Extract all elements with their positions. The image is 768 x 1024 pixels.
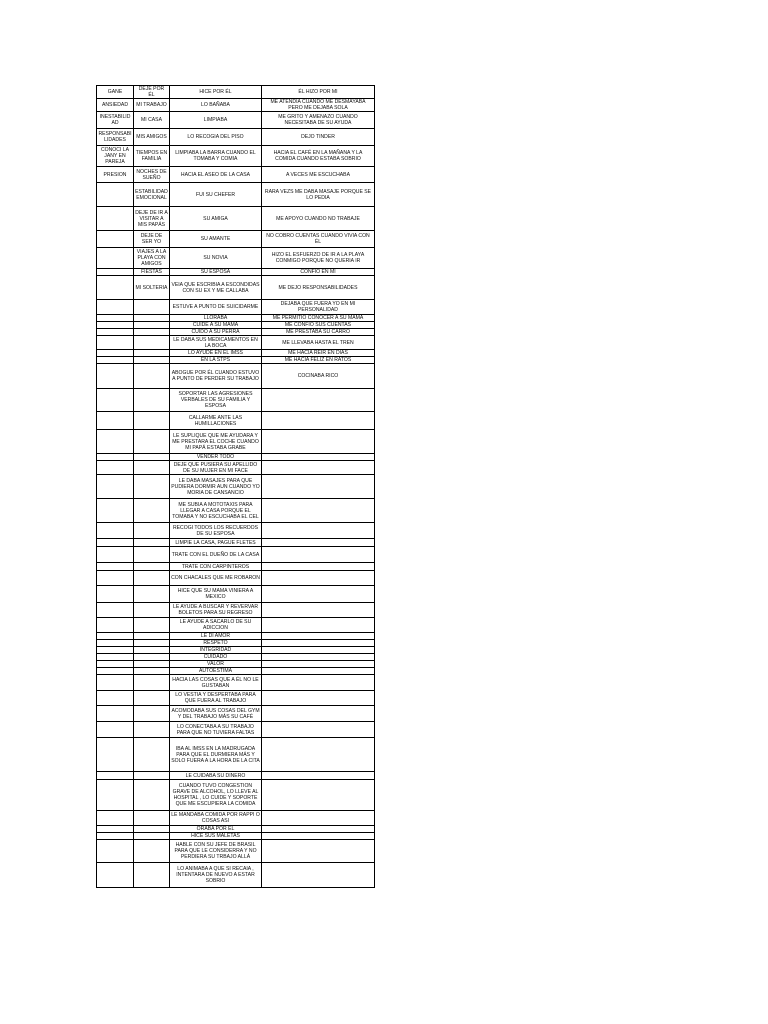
cell-deje bbox=[134, 633, 170, 640]
cell-deje bbox=[134, 833, 170, 840]
cell-gane bbox=[97, 231, 134, 248]
cell-el-hizo: DEJABA QUE FUERA YO EN MI PERSONALIDAD bbox=[262, 300, 375, 315]
cell-el-hizo bbox=[262, 722, 375, 738]
cell-gane bbox=[97, 547, 134, 563]
cell-el-hizo: DEJO TINDER bbox=[262, 129, 375, 146]
table-row bbox=[97, 167, 375, 183]
cell-deje bbox=[134, 603, 170, 618]
cell-deje: MI CASA bbox=[134, 112, 170, 129]
cell-gane bbox=[97, 706, 134, 722]
cell-gane bbox=[97, 668, 134, 675]
cell-hice: ME SUBIA A MOTOTAXIS PARA LLEGAR A CASA PORQUE EL TOMABA Y NO ESCUCHABA EL CEL bbox=[170, 499, 262, 523]
cell-el-hizo bbox=[262, 461, 375, 475]
cell-gane bbox=[97, 826, 134, 833]
cell-el-hizo bbox=[262, 780, 375, 811]
table-body bbox=[97, 86, 375, 888]
cell-el-hizo bbox=[262, 706, 375, 722]
cell-gane bbox=[97, 691, 134, 706]
cell-gane bbox=[97, 315, 134, 322]
cell-deje bbox=[134, 571, 170, 586]
table-row bbox=[97, 322, 375, 329]
cell-el-hizo bbox=[262, 454, 375, 461]
table-row bbox=[97, 146, 375, 167]
cell-hice: LIMPIE LA CASA, PAGUE FLETES bbox=[170, 539, 262, 547]
table-row bbox=[97, 300, 375, 315]
cell-deje bbox=[134, 863, 170, 888]
cell-deje bbox=[134, 706, 170, 722]
cell-gane bbox=[97, 329, 134, 336]
cell-gane bbox=[97, 336, 134, 350]
cell-gane bbox=[97, 300, 134, 315]
table-row bbox=[97, 826, 375, 833]
cell-hice: FUI SU CHEFER bbox=[170, 183, 262, 207]
table-row bbox=[97, 539, 375, 547]
cell-el-hizo bbox=[262, 603, 375, 618]
cell-el-hizo bbox=[262, 571, 375, 586]
cell-el-hizo: ME CONFIO SUS CUENTAS bbox=[262, 322, 375, 329]
cell-el-hizo bbox=[262, 563, 375, 571]
spreadsheet-table bbox=[96, 85, 375, 888]
cell-hice: LO VESTIA Y DESPERTABA PARA QUE FUERA AL TRABAJO bbox=[170, 691, 262, 706]
cell-deje bbox=[134, 499, 170, 523]
cell-hice: ESTUVE A PUNTO DE SUICIDARME bbox=[170, 300, 262, 315]
cell-gane bbox=[97, 571, 134, 586]
table-row bbox=[97, 454, 375, 461]
cell-hice: LE AYUDE A SACARLO DE SU ADICCION bbox=[170, 618, 262, 633]
cell-el-hizo: RARA VEZS ME DABA MASAJE PORQUE SE LO PEDIA bbox=[262, 183, 375, 207]
cell-gane bbox=[97, 840, 134, 863]
cell-hice: LO BAÑABA bbox=[170, 99, 262, 112]
cell-gane bbox=[97, 357, 134, 364]
cell-hice: SU NOVIA bbox=[170, 248, 262, 269]
cell-deje bbox=[134, 315, 170, 322]
cell-el-hizo: ME GRITO Y AMENAZO CUANDO NECESITABA DE SU AYUDA bbox=[262, 112, 375, 129]
cell-deje: VIAJES A LA PLAYA CON AMIGOS bbox=[134, 248, 170, 269]
cell-gane bbox=[97, 722, 134, 738]
cell-deje: NOCHES DE SUEÑO bbox=[134, 167, 170, 183]
cell-deje bbox=[134, 454, 170, 461]
cell-el-hizo bbox=[262, 668, 375, 675]
table-row bbox=[97, 112, 375, 129]
cell-deje bbox=[134, 618, 170, 633]
cell-el-hizo bbox=[262, 661, 375, 668]
cell-deje bbox=[134, 300, 170, 315]
table-row bbox=[97, 412, 375, 430]
cell-hice: LIMPIABA LA BARRA CUANDO EL TOMABA Y COMIA bbox=[170, 146, 262, 167]
cell-el-hizo bbox=[262, 826, 375, 833]
cell-hice: ACOMODABA SUS COSAS DEL GYM Y DEL TRABAJO MÁS SU CAFÉ bbox=[171, 707, 260, 720]
table-row bbox=[97, 675, 375, 691]
cell-deje bbox=[134, 475, 170, 499]
cell-hice: LE AYUDE A BUSCAR Y REVERVAR BOLETOS PARA SU REGRESO bbox=[170, 603, 262, 618]
table-row bbox=[97, 772, 375, 780]
cell-gane bbox=[97, 863, 134, 888]
cell-deje bbox=[134, 738, 170, 772]
table-row bbox=[97, 603, 375, 618]
table-row bbox=[97, 563, 375, 571]
cell-gane bbox=[97, 523, 134, 539]
header-cell-gane: GANE bbox=[97, 86, 134, 99]
cell-hice: HICE QUE SU MAMA VINIERA A MEXICO bbox=[170, 586, 262, 603]
cell-hice: SU AMANTE bbox=[170, 231, 262, 248]
cell-el-hizo bbox=[262, 647, 375, 654]
cell-el-hizo bbox=[262, 539, 375, 547]
table-row bbox=[97, 811, 375, 826]
table-row bbox=[97, 269, 375, 276]
cell-hice: SOPORTAR LAS AGRESIONES VERBALES DE SU FAMILIA Y ESPOSA bbox=[170, 389, 262, 412]
table-row bbox=[97, 654, 375, 661]
table-row bbox=[97, 329, 375, 336]
cell-gane bbox=[97, 675, 134, 691]
cell-el-hizo bbox=[262, 675, 375, 691]
table-row bbox=[97, 863, 375, 888]
cell-el-hizo: ME PERMITIO CONOCER A SU MAMA bbox=[262, 315, 375, 322]
cell-hice: IBA AL IMSS EN LA MADRUGADA PARA QUE EL DURMIERA MÁS Y SOLO FUERA A LA HORA DE LA CITA bbox=[170, 738, 262, 772]
table-row bbox=[97, 691, 375, 706]
table-row bbox=[97, 547, 375, 563]
cell-el-hizo bbox=[262, 863, 375, 888]
table-row bbox=[97, 722, 375, 738]
cell-hice: SU ESPOSA bbox=[170, 269, 262, 276]
cell-hice: EN LA STPS bbox=[170, 357, 262, 364]
cell-hice: RESPETO bbox=[170, 640, 262, 647]
header-cell-hice: HICE POR ÉL bbox=[170, 86, 262, 99]
cell-hice: CUIDO A SU PERRA bbox=[170, 329, 262, 336]
table-row bbox=[97, 840, 375, 863]
table-row bbox=[97, 499, 375, 523]
cell-deje: TIEMPOS EN FAMILIA bbox=[134, 146, 170, 167]
cell-gane bbox=[97, 207, 134, 231]
cell-deje bbox=[134, 336, 170, 350]
cell-deje bbox=[134, 322, 170, 329]
cell-hice: INTEGRIDAD bbox=[170, 647, 262, 654]
cell-el-hizo bbox=[262, 586, 375, 603]
cell-gane bbox=[97, 833, 134, 840]
cell-deje bbox=[134, 661, 170, 668]
table-row bbox=[97, 336, 375, 350]
cell-deje bbox=[134, 412, 170, 430]
cell-hice: LO ANIMABA A QUE SI RECAIA , INTENTARA DE NUEVO A ESTAR SOBRIO bbox=[170, 863, 262, 888]
cell-deje bbox=[134, 826, 170, 833]
cell-gane bbox=[97, 350, 134, 357]
cell-hice: TRATE CON EL DUEÑO DE LA CASA bbox=[170, 547, 262, 563]
cell-el-hizo bbox=[262, 523, 375, 539]
table-row bbox=[97, 248, 375, 269]
cell-el-hizo bbox=[262, 633, 375, 640]
cell-hice: TRATE CON CARPINTEROS bbox=[170, 563, 262, 571]
cell-el-hizo bbox=[262, 389, 375, 412]
table-row bbox=[97, 780, 375, 811]
cell-gane: PRESION bbox=[97, 167, 134, 183]
cell-el-hizo: ME LLEVABA HASTA EL TREN bbox=[262, 336, 375, 350]
table-row bbox=[97, 475, 375, 499]
cell-el-hizo: ME HACIA FELIZ EN RATOS bbox=[262, 357, 375, 364]
table-row bbox=[97, 231, 375, 248]
cell-hice: HACIA LAS COSAS QUE A ÉL NO LE GUSTABAN bbox=[170, 675, 262, 691]
header-cell-el-hizo: ÉL HIZO POR MI bbox=[262, 86, 375, 99]
table-row bbox=[97, 430, 375, 454]
cell-gane bbox=[97, 269, 134, 276]
cell-gane bbox=[97, 461, 134, 475]
cell-gane: CONOCI LA JANY EN PAREJA bbox=[97, 146, 134, 167]
cell-el-hizo bbox=[262, 618, 375, 633]
cell-deje bbox=[134, 722, 170, 738]
cell-gane: ANSIEDAD bbox=[97, 99, 134, 112]
cell-el-hizo bbox=[262, 475, 375, 499]
table-row bbox=[97, 633, 375, 640]
cell-gane: INESTABILIDAD bbox=[97, 112, 134, 129]
cell-hice: ABOGUE POR ÉL CUANDO ESTUVO A PUNTO DE PERDER SU TRABAJO bbox=[170, 364, 262, 389]
cell-hice: AUTOESTIMA bbox=[170, 668, 262, 675]
cell-el-hizo bbox=[262, 640, 375, 647]
cell-gane bbox=[97, 364, 134, 389]
cell-el-hizo bbox=[262, 772, 375, 780]
cell-gane bbox=[97, 276, 134, 300]
table-row bbox=[97, 706, 375, 722]
cell-deje: MIS AMIGOS bbox=[134, 129, 170, 146]
cell-hice: HICE SUS MALETAS bbox=[170, 833, 262, 840]
cell-gane bbox=[97, 412, 134, 430]
cell-deje bbox=[134, 461, 170, 475]
cell-hice: VENDER TODO bbox=[170, 454, 262, 461]
cell-gane bbox=[97, 430, 134, 454]
cell-el-hizo bbox=[262, 654, 375, 661]
cell-el-hizo bbox=[262, 811, 375, 826]
cell-deje bbox=[134, 586, 170, 603]
cell-deje bbox=[134, 668, 170, 675]
cell-deje bbox=[134, 364, 170, 389]
cell-hice: LO AYUDE EN EL IMSS bbox=[170, 350, 262, 357]
cell-hice: LE DI AMOR bbox=[170, 633, 262, 640]
cell-gane: RESPONSABILIDADES bbox=[97, 129, 134, 146]
cell-el-hizo bbox=[262, 412, 375, 430]
cell-el-hizo bbox=[262, 430, 375, 454]
table-row bbox=[97, 647, 375, 654]
cell-hice: HACIA EL ASEO DE LA CASA bbox=[170, 167, 262, 183]
cell-deje bbox=[134, 563, 170, 571]
cell-hice: LE SUPLIQUE QUE ME AYUDARA Y ME PRESTARA EL COCHE CUANDO MI PAPÁ ESTABA GRABE bbox=[170, 430, 262, 454]
cell-gane bbox=[97, 640, 134, 647]
cell-deje: FIESTAS bbox=[134, 269, 170, 276]
cell-deje bbox=[134, 840, 170, 863]
header-row bbox=[97, 86, 375, 99]
cell-gane bbox=[97, 618, 134, 633]
table-row bbox=[97, 461, 375, 475]
table-row bbox=[97, 586, 375, 603]
cell-hice: RECOGI TODOS LOS RECUERDOS DE SU ESPOSA bbox=[170, 523, 262, 539]
cell-gane bbox=[97, 389, 134, 412]
table-row bbox=[97, 523, 375, 539]
cell-deje: ESTABILIDAD EMOCIONAL bbox=[134, 183, 170, 207]
cell-hice: LE MANDABA COMIDA POR RAPPI O COSAS ASI bbox=[171, 812, 260, 824]
cell-el-hizo bbox=[262, 691, 375, 706]
cell-hice: CUIDE A SU MAMA bbox=[170, 322, 262, 329]
cell-gane bbox=[97, 454, 134, 461]
table-row bbox=[97, 640, 375, 647]
cell-hice: LO RECOGIA DEL PISO bbox=[170, 129, 262, 146]
table-row bbox=[97, 357, 375, 364]
cell-gane bbox=[97, 780, 134, 811]
cell-deje bbox=[134, 640, 170, 647]
cell-hice: CUANDO TUVO CONGESTION GRAVE DE ALCOHOL, LO LLEVE AL HOSPITAL , LO CUIDE Y SOPORTE QUE ME ESCUPIERA LA COMIDA bbox=[170, 780, 262, 811]
cell-gane bbox=[97, 499, 134, 523]
cell-hice: CON CHACALES QUE ME ROBARON bbox=[170, 571, 262, 586]
cell-deje bbox=[134, 780, 170, 811]
cell-deje: DEJE DE SER YO bbox=[134, 231, 170, 248]
cell-deje bbox=[134, 811, 170, 826]
cell-el-hizo: ME DEJO RESPONSABILIDADES bbox=[262, 276, 375, 300]
header-cell-deje: DEJE POR ÉL bbox=[134, 86, 170, 99]
cell-el-hizo bbox=[262, 833, 375, 840]
table-row bbox=[97, 129, 375, 146]
table-row bbox=[97, 207, 375, 231]
cell-deje bbox=[134, 357, 170, 364]
cell-gane bbox=[97, 603, 134, 618]
cell-hice: CUIDADO bbox=[170, 654, 262, 661]
cell-hice: LO CONECTABA A SU TRABAJO PARA QUE NO TUVIERA FALTAS bbox=[170, 722, 262, 738]
table-row bbox=[97, 389, 375, 412]
cell-el-hizo: CONFIO EN MI bbox=[262, 269, 375, 276]
cell-el-hizo: HIZO EL ESFUERZO DE IR A LA PLAYA CONMIGO PORQUE NO QUERIA IR bbox=[262, 248, 375, 269]
cell-hice: LE CUIDABA SU DINERO bbox=[170, 772, 262, 780]
table-row bbox=[97, 276, 375, 300]
cell-deje: MI TRABAJO bbox=[134, 99, 170, 112]
cell-gane bbox=[97, 183, 134, 207]
cell-hice: HABLE CON SU JEFE DE BRASIL PARA QUE LE CONSIDERRA Y NO PERDIERA SU TRBAJO ALLÁ bbox=[170, 840, 262, 863]
table-row bbox=[97, 350, 375, 357]
table-row bbox=[97, 315, 375, 322]
cell-gane bbox=[97, 475, 134, 499]
table-row bbox=[97, 618, 375, 633]
table-row bbox=[97, 668, 375, 675]
cell-hice: LLORABA bbox=[170, 315, 262, 322]
cell-hice: CALLARME ANTE LAS HUMILLACIONES bbox=[170, 412, 262, 430]
cell-gane bbox=[97, 248, 134, 269]
cell-gane bbox=[97, 811, 134, 826]
cell-gane bbox=[97, 633, 134, 640]
cell-deje bbox=[134, 430, 170, 454]
cell-hice: ORABA POR ÉL bbox=[170, 826, 262, 833]
cell-deje bbox=[134, 691, 170, 706]
cell-deje bbox=[134, 772, 170, 780]
cell-deje bbox=[134, 547, 170, 563]
cell-el-hizo: A VECES ME ESCUCHABA bbox=[262, 167, 375, 183]
cell-el-hizo: ME HACIA REIR EN DIAS bbox=[262, 350, 375, 357]
table-row bbox=[97, 571, 375, 586]
cell-deje: MI SOLTERIA bbox=[134, 276, 170, 300]
table-row bbox=[97, 661, 375, 668]
cell-el-hizo: ME PRESTABA SU CARRO bbox=[262, 329, 375, 336]
cell-gane bbox=[97, 563, 134, 571]
table-row bbox=[97, 183, 375, 207]
cell-deje bbox=[134, 654, 170, 661]
cell-hice: LIMPIABA bbox=[170, 112, 262, 129]
cell-hice: LE DABA MASAJES PARA QUE PUDIERA DORMIR AUN CUANDO YO MORIA DE CANSANCIO bbox=[170, 475, 262, 499]
cell-deje: DEJE DE IR A VISITAR A MIS PAPÁS bbox=[134, 207, 170, 231]
cell-deje bbox=[134, 539, 170, 547]
cell-el-hizo: NO COBRO CUENTAS CUANDO VIVIA CON ÉL bbox=[262, 231, 375, 248]
cell-gane bbox=[97, 772, 134, 780]
cell-el-hizo bbox=[262, 840, 375, 863]
cell-deje bbox=[134, 329, 170, 336]
table-row bbox=[97, 833, 375, 840]
cell-hice: LE DABA SUS MEDICAMENTOS EN LA BOCA bbox=[170, 336, 262, 350]
cell-hice: VALOR bbox=[170, 661, 262, 668]
cell-gane bbox=[97, 738, 134, 772]
cell-hice: VEIA QUE ESCRIBIA A ESCONDIDAS CON SU EX Y ME CALLABA bbox=[170, 276, 262, 300]
cell-hice: SU AMIGA bbox=[170, 207, 262, 231]
cell-el-hizo: HACIA EL CAFÉ EN LA MAÑANA Y LA COMIDA CUANDO ESTABA SOBRIO bbox=[262, 146, 375, 167]
table-row bbox=[97, 364, 375, 389]
table-row bbox=[97, 738, 375, 772]
cell-gane bbox=[97, 654, 134, 661]
cell-el-hizo: ME APOYO CUANDO NO TRABAJE bbox=[262, 207, 375, 231]
table-row bbox=[97, 99, 375, 112]
cell-gane bbox=[97, 539, 134, 547]
cell-el-hizo bbox=[262, 738, 375, 772]
cell-el-hizo: COCINABA RICO bbox=[262, 364, 375, 389]
cell-hice: DEJE QUE PUSIERA SU APELLIDO DE SU MUJER EN MI FACE bbox=[170, 461, 262, 475]
cell-el-hizo: ME ATENDIA CUANDO ME DESMAYABA PERO ME DEJABA SOLA bbox=[262, 99, 375, 112]
cell-gane bbox=[97, 647, 134, 654]
cell-gane bbox=[97, 586, 134, 603]
cell-deje bbox=[134, 523, 170, 539]
cell-deje bbox=[134, 675, 170, 691]
cell-deje bbox=[134, 389, 170, 412]
cell-gane bbox=[97, 322, 134, 329]
cell-deje bbox=[134, 647, 170, 654]
cell-el-hizo bbox=[262, 547, 375, 563]
cell-gane bbox=[97, 661, 134, 668]
cell-deje bbox=[134, 350, 170, 357]
cell-el-hizo bbox=[262, 499, 375, 523]
